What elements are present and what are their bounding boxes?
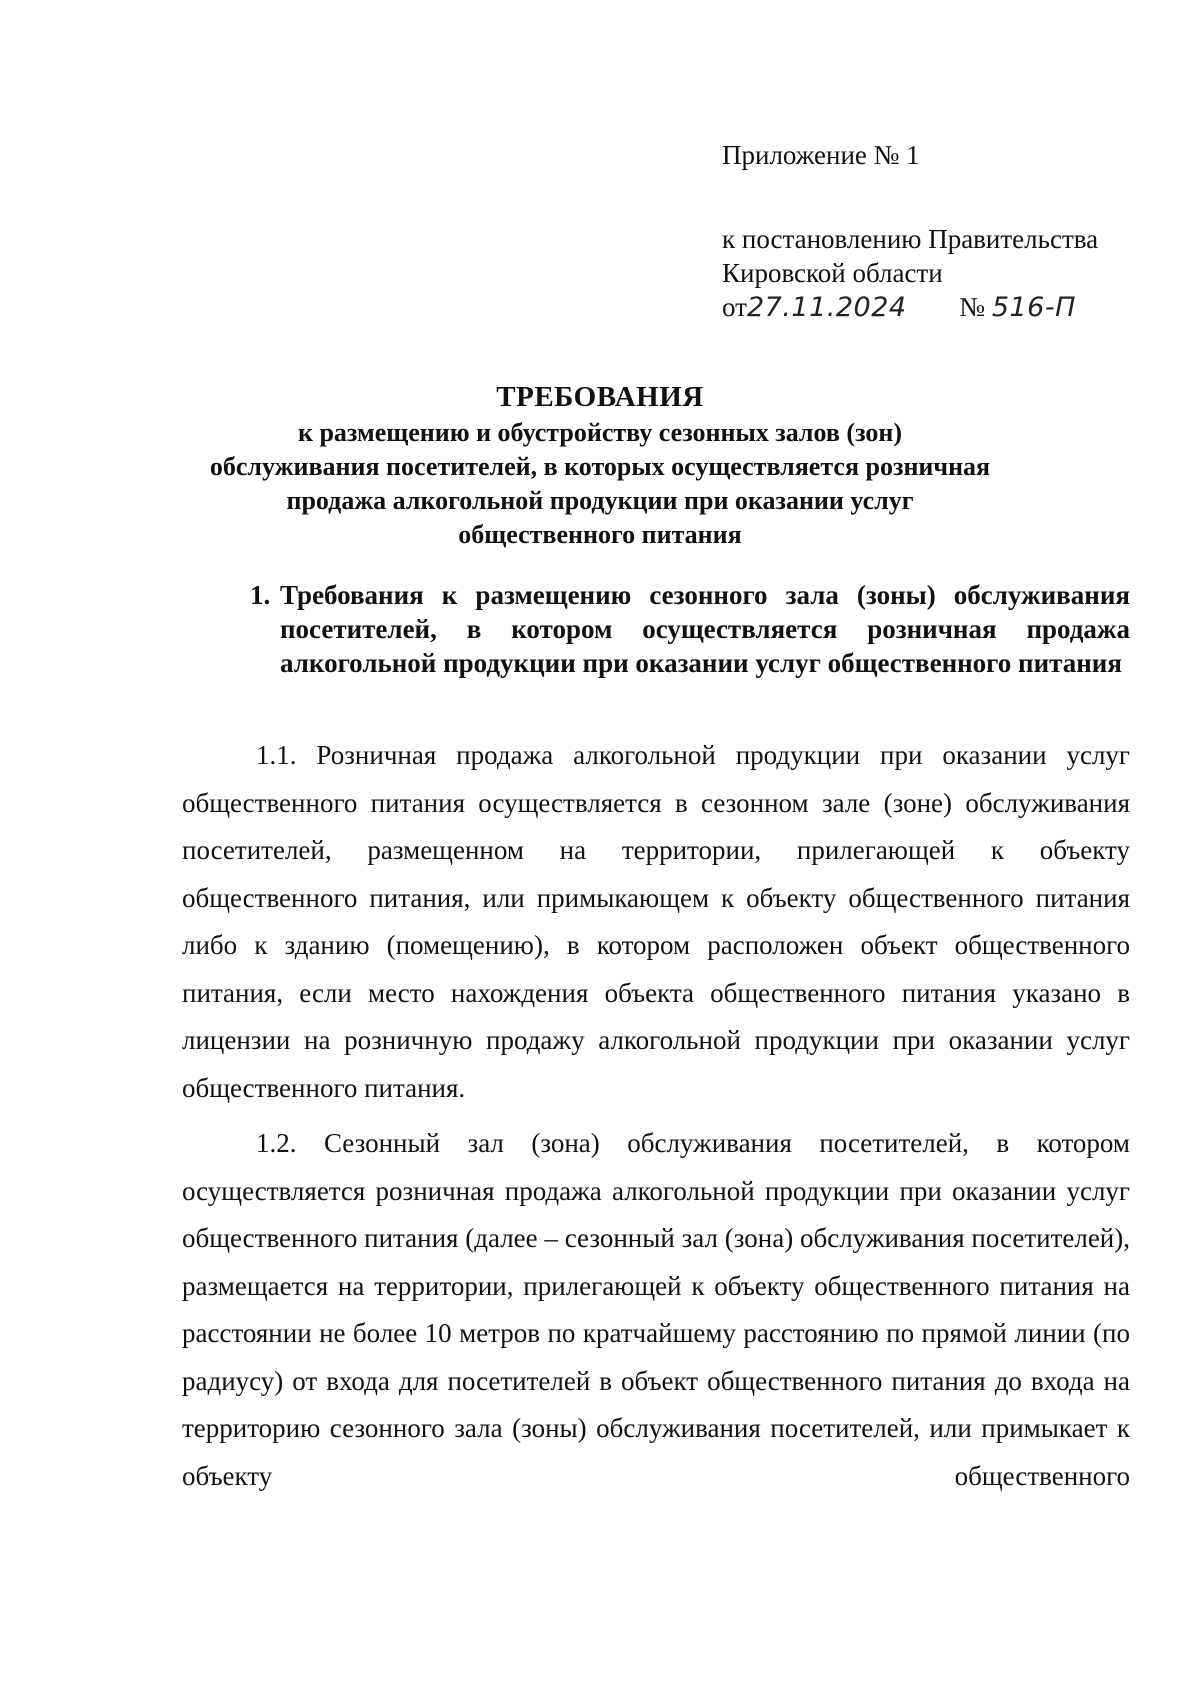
- decree-date-line: [722, 290, 1162, 325]
- paragraph-1-2: 1.2. Сезонный зал (зона) обслуживания посетителей, в котором осуществляется розничная продажа алкогольной продукции при оказании услуг общественного питания (далее – сезонный зал (зона) обслуживания посетителей), размещается на территории, прилегающей к объекту общественного питания на расстоянии не более 10 метров по кратчайшему расстоянию по прямой линии (по радиусу) от входа для посетителей в объект общественного питания до входа на территорию сезонного зала (зоны) обслуживания посетителей, или примыкает к объекту общественного: [182, 1128, 1130, 1491]
- paragraph-1-1: 1.1. Розничная продажа алкогольной продукции при оказании услуг общественного питания осуществляется в сезонном зале (зоне) обслуживания посетителей, размещенном на территории, прилегающей к объекту общественного питания, или примыкающем к объекту общественного питания либо к зданию (помещению), в котором расположен объект общественного питания, если место нахождения объекта общественного питания указано в лицензии на розничную продажу алкогольной продукции при оказании услуг общественного питания.: [182, 740, 1130, 1103]
- decree-line-2: Кировской области: [722, 258, 943, 288]
- section-1-number: 1.: [250, 580, 271, 610]
- title-sub-line-4: общественного питания: [458, 520, 742, 549]
- decree-line-1: к постановлению Правительства: [722, 224, 1099, 254]
- section-1-heading: [250, 578, 1130, 680]
- document-title: [150, 378, 1050, 552]
- decree-date-handwritten: 27.11.2024: [746, 292, 907, 323]
- section-1-heading-text: Требования к размещению сезонного зала (зоны) обслуживания посетителей, в котором осуществляется розничная продажа алкогольной продукции при оказании услуг общественного питания: [280, 580, 1130, 678]
- number-prefix: №: [959, 292, 986, 322]
- appendix-label: Приложение № 1: [722, 140, 920, 170]
- title-main: ТРЕБОВАНИЯ: [496, 381, 704, 413]
- title-sub-line-2: обслуживания посетителей, в которых осуществляется розничная: [209, 452, 991, 481]
- date-prefix: от: [722, 292, 747, 322]
- title-sub-line-1: к размещению и обустройству сезонных залов (зон): [297, 418, 903, 447]
- appendix-header: [722, 138, 1162, 325]
- title-sub-line-3: продажа алкогольной продукции при оказании услуг: [286, 486, 914, 515]
- decree-number-handwritten: 516-П: [991, 292, 1076, 323]
